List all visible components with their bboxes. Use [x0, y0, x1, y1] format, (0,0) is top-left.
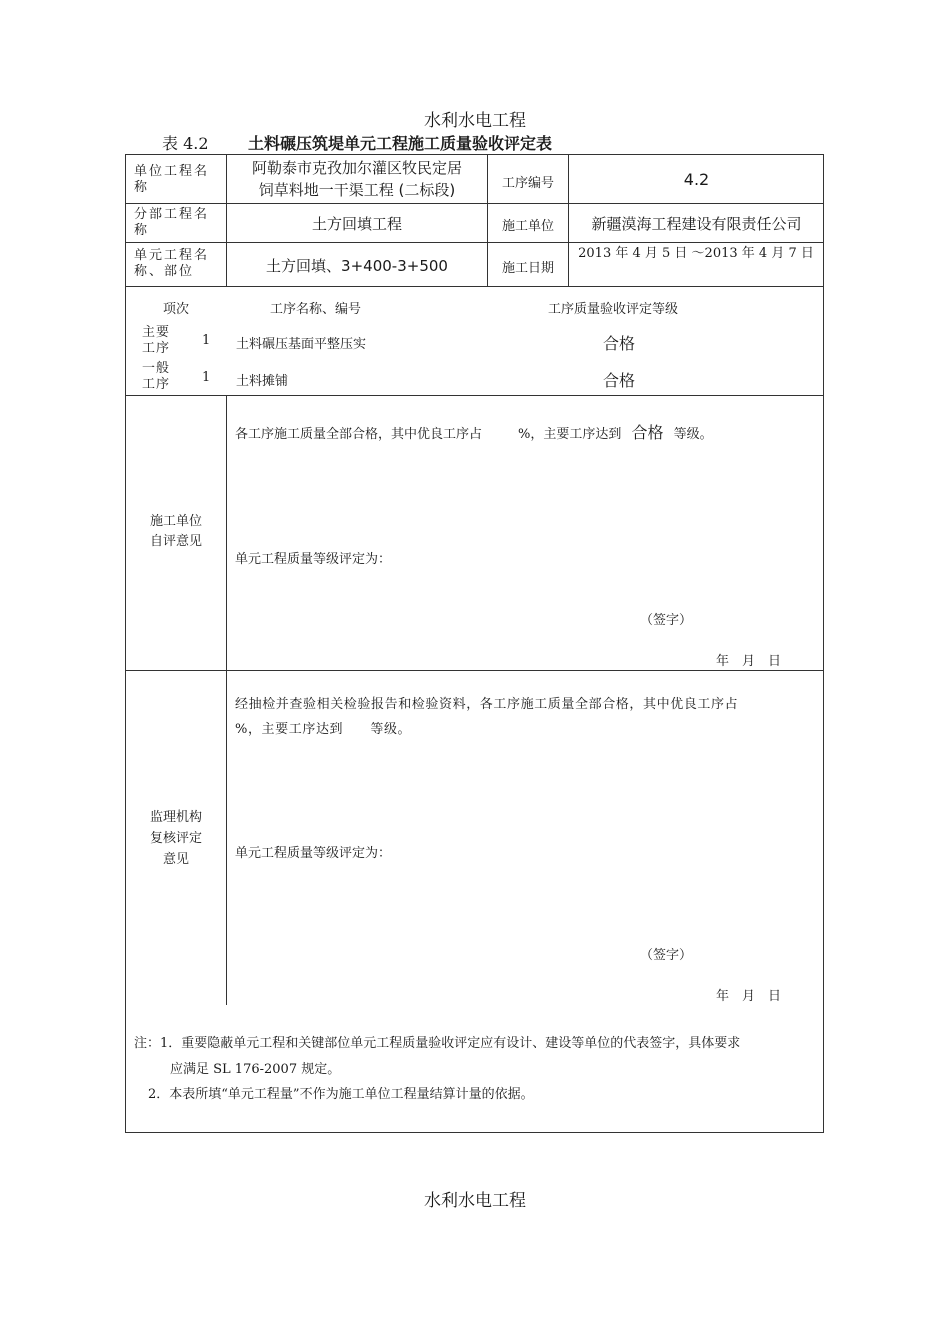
opinion-text-part1: 各工序施工质量全部合格，其中优良工序占	[235, 427, 483, 442]
table-number: 表 4.2	[162, 134, 209, 153]
page-header: 水利水电工程	[424, 111, 526, 131]
process-name: 土料摊铺	[236, 374, 289, 389]
unit-project-value-line2: 饲草料地一干渠工程 (二标段)	[258, 181, 456, 199]
process-no-value: 4.2	[683, 170, 710, 189]
note-line2: 应满足 SL 176-2007 规定。	[170, 1062, 341, 1077]
element-label: 单元工程名称、部位	[134, 248, 210, 279]
process-category: 一般工序	[141, 361, 170, 392]
process-grade: 合格	[603, 334, 636, 353]
division-value: 土方回填工程	[311, 215, 402, 233]
contractor-date: 年 月 日	[716, 654, 782, 669]
row-divider	[125, 395, 824, 396]
supervisor-text-line1: 经抽检并查验相关检验报告和检验资料，各工序施工质量全部合格，其中优良工序占	[235, 697, 739, 712]
unit-project-value-line1: 阿勒泰市克孜加尔灌区牧民定居	[251, 159, 462, 177]
supervisor-opinion-text	[235, 692, 817, 742]
opinion-text-part2: %，主要工序达到	[518, 427, 622, 442]
date-value: 2013 年 4 月 5 日 ～2013 年 4 月 7 日	[578, 246, 814, 261]
row-divider	[125, 242, 824, 243]
contractor-grade-label: 单元工程质量等级评定为：	[235, 552, 392, 567]
process-category: 主要工序	[141, 325, 170, 356]
unit-project-value	[227, 157, 487, 201]
contractor-label: 施工单位	[501, 219, 554, 234]
contractor-value: 新疆漠海工程建设有限责任公司	[591, 215, 802, 233]
contractor-opinion-text	[235, 420, 713, 443]
contractor-opinion-label	[126, 512, 226, 552]
contractor-opinion-label-line2: 自评意见	[149, 534, 202, 549]
note-line1: 注：1．重要隐蔽单元工程和关键部位单元工程质量验收评定应有设计、建设等单位的代表签字，具体要求	[134, 1036, 741, 1051]
col-divider	[226, 395, 227, 1005]
table-name: 土料碾压筑堤单元工程施工质量验收评定表	[248, 134, 553, 153]
process-index: 1	[202, 370, 211, 385]
header-grade: 工序质量验收评定等级	[548, 302, 679, 317]
supervisor-date: 年 月 日	[716, 989, 782, 1004]
row-divider	[125, 670, 824, 671]
header-process-name: 工序名称、编号	[270, 302, 362, 317]
note-line3: 2．本表所填“单元工程量”不作为施工单位工程量结算计量的依据。	[148, 1087, 534, 1102]
supervisor-opinion-label-line1: 监理机构	[149, 810, 202, 825]
contractor-opinion-label-line1: 施工单位	[149, 514, 202, 529]
division-label: 分部工程名称	[134, 207, 210, 238]
process-no-label: 工序编号	[501, 176, 554, 191]
supervisor-opinion-label	[126, 807, 226, 870]
date-label: 施工日期	[501, 261, 554, 276]
document-title	[162, 131, 552, 154]
element-value: 土方回填、3+400-3+500	[266, 257, 448, 275]
supervisor-opinion-label-line3: 意见	[162, 852, 189, 867]
supervisor-text-line2: %，主要工序达到 等级。	[235, 722, 412, 737]
process-index: 1	[202, 333, 211, 348]
supervisor-signature: （签字）	[640, 948, 693, 963]
row-divider	[125, 286, 824, 287]
process-grade: 合格	[603, 371, 636, 390]
main-process-grade: 合格	[631, 423, 664, 442]
process-name: 土料碾压基面平整压实	[236, 337, 367, 352]
supervisor-opinion-label-line2: 复核评定	[149, 831, 202, 846]
supervisor-grade-label: 单元工程质量等级评定为：	[235, 846, 392, 861]
opinion-text-part3: 等级。	[673, 427, 713, 442]
unit-project-label: 单位工程名称	[134, 164, 210, 195]
row-divider	[125, 203, 824, 204]
contractor-signature: （签字）	[640, 613, 693, 628]
page-footer: 水利水电工程	[424, 1191, 526, 1211]
header-item: 项次	[163, 302, 190, 317]
